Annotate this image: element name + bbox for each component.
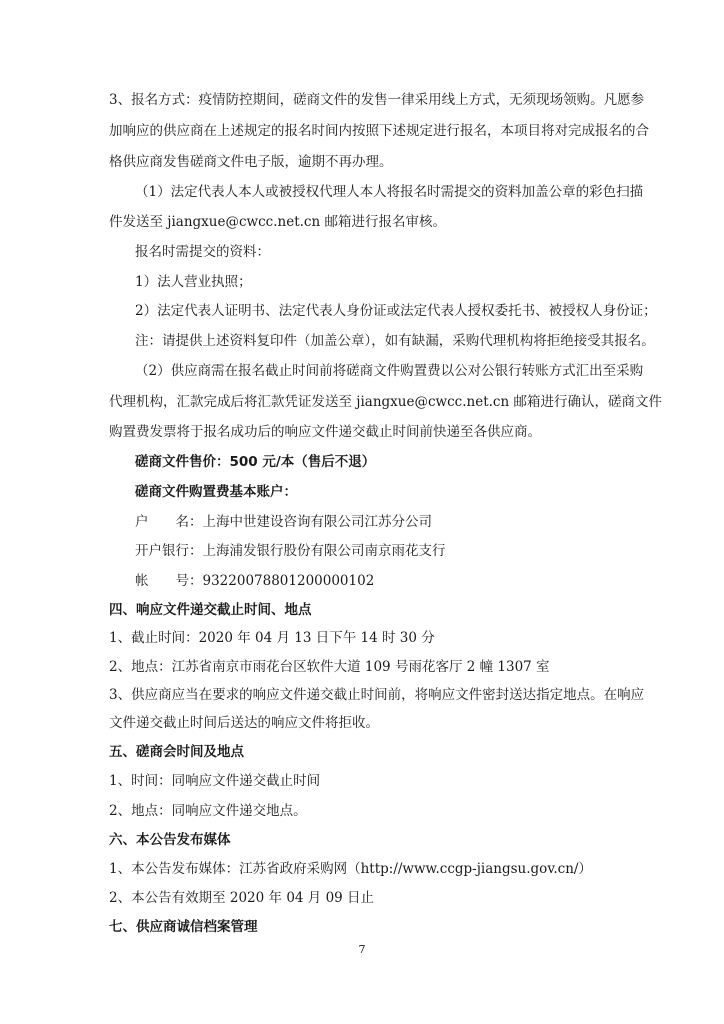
meeting-time: 1、时间：同响应文件递交截止时间 (109, 773, 321, 789)
para-registration-method-line-3: 格供应商发售磋商文件电子版，逾期不再办理。 (109, 154, 393, 170)
section-4-heading: 四、响应文件递交截止时间、地点 (109, 602, 312, 618)
account-name: 户 名：上海中世建设咨询有限公司江苏分公司 (135, 514, 432, 530)
para-item-2-line-1: （2）供应商需在报名截止时间前将磋商文件购置费以公对公银行转账方式汇出至采购 (135, 363, 644, 379)
para-item-2-line-3: 购置费发票将于报名成功后的响应文件递交截止时间前快递至各供应商。 (109, 424, 541, 440)
account-bank: 开户银行：上海浦发银行股份有限公司南京雨花支行 (135, 543, 446, 559)
deadline-location: 2、地点：江苏省南京市雨花台区软件大道 109 号雨花客厅 2 幢 1307 室 (109, 659, 550, 675)
para-item-1-line-1: （1）法定代表人本人或被授权代理人本人将报名时需提交的资料加盖公章的彩色扫描 (135, 184, 644, 200)
para-registration-method-line-1: 3、报名方式：疫情防控期间，磋商文件的发售一律采用线上方式，无须现场领购。凡愿参 (109, 92, 645, 108)
meeting-location: 2、地点：同响应文件递交地点。 (109, 803, 307, 819)
validity-period: 2、本公告有效期至 2020 年 04 月 09 日止 (109, 890, 375, 906)
sealed-delivery-line-1: 3、供应商应当在要求的响应文件递交截止时间前，将响应文件密封送达指定地点。在响应 (109, 687, 645, 703)
publication-media: 1、本公告发布媒体：江苏省政府采购网（http://www.ccgp-jiangsu.gov.cn/） (109, 861, 592, 877)
deadline-time: 1、截止时间：2020 年 04 月 13 日下午 14 时 30 分 (109, 630, 435, 646)
section-5-heading: 五、磋商会时间及地点 (109, 744, 244, 760)
para-item-1-line-2: 件发送至 jiangxue@cwcc.net.cn 邮箱进行报名审核。 (109, 214, 446, 230)
sealed-delivery-line-2: 文件递交截止时间后送达的响应文件将拒收。 (109, 715, 379, 731)
para-registration-method-line-2: 加响应的供应商在上述规定的报名时间内按照下述规定进行报名，本项目将对完成报名的合 (109, 123, 649, 139)
section-7-heading: 七、供应商诚信档案管理 (109, 919, 258, 935)
required-materials-heading: 报名时需提交的资料： (135, 244, 270, 260)
account-number: 帐 号：93220078801200000102 (135, 573, 375, 589)
bank-account-heading: 磋商文件购置费基本账户： (135, 484, 297, 500)
para-item-2-line-2: 代理机构，汇款完成后将汇款凭证发送至 jiangxue@cwcc.net.cn 邮箱进行确认，磋商文件 (109, 394, 662, 410)
section-6-heading: 六、本公告发布媒体 (109, 832, 231, 848)
document-price: 磋商文件售价：500 元/本（售后不退） (135, 454, 376, 470)
page-number: 7 (358, 943, 366, 956)
required-material-1: 1）法人营业执照； (135, 274, 252, 290)
required-materials-note: 注：请提供上述资料复印件（加盖公章），如有缺漏，采购代理机构将拒绝接受其报名。 (135, 333, 655, 349)
required-material-2: 2）法定代表人证明书、法定代表人身份证或法定代表人授权委托书、被授权人身份证； (135, 303, 657, 319)
